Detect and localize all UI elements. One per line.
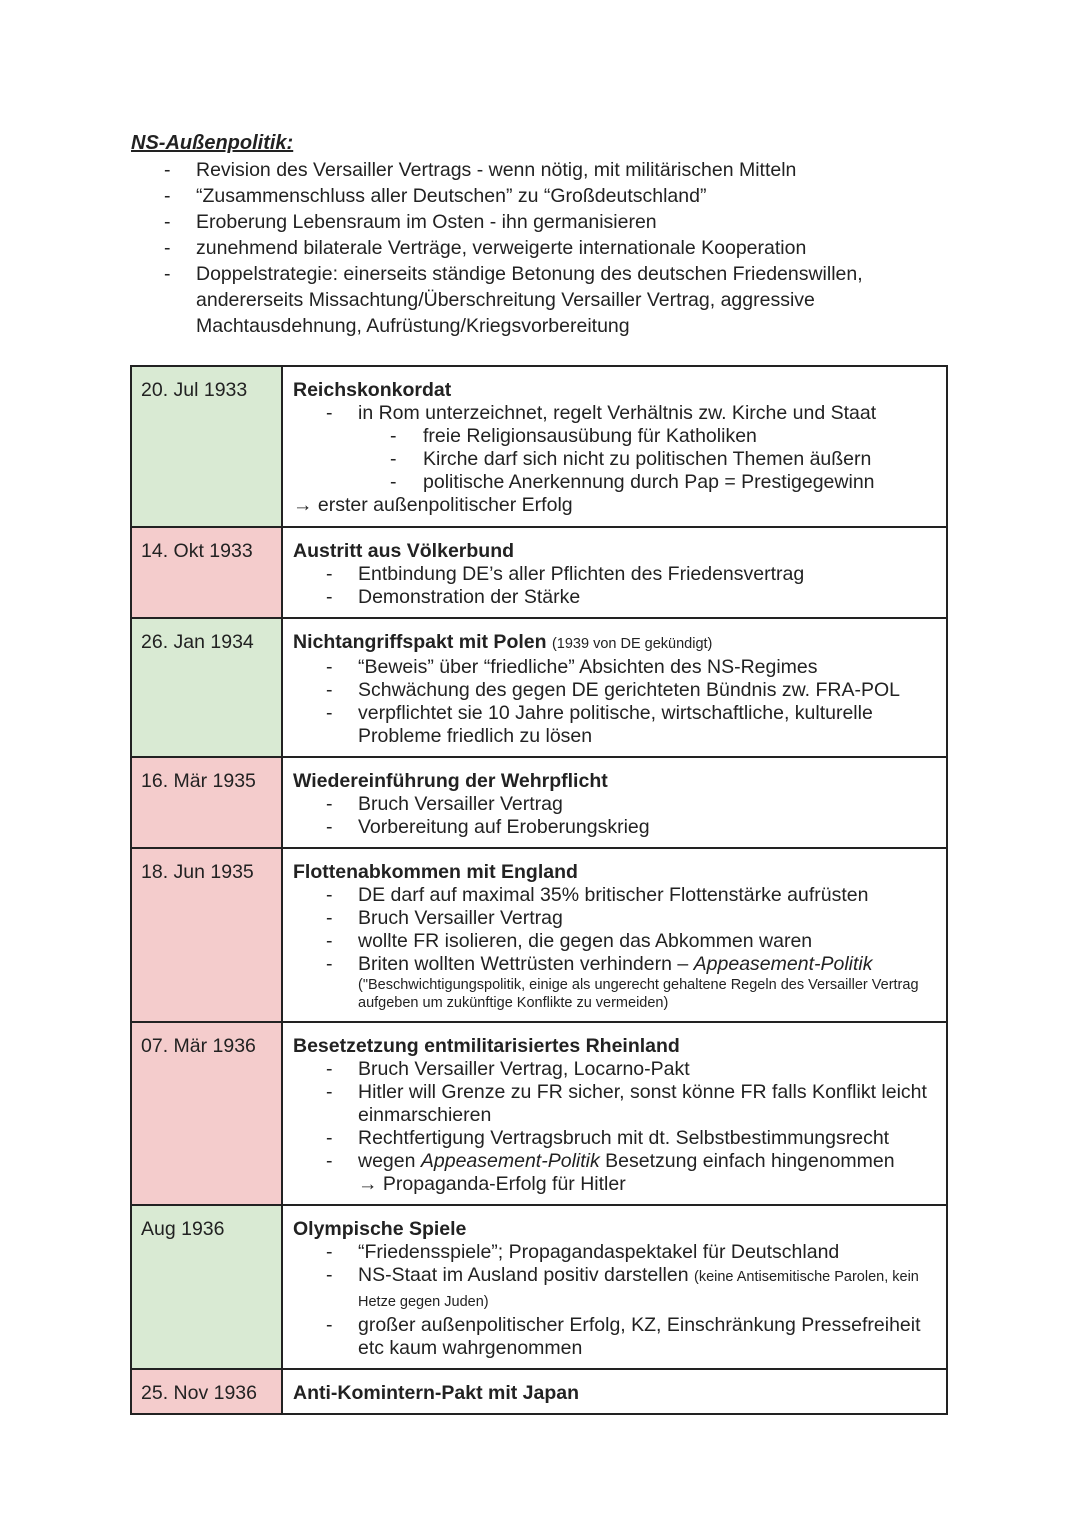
table-row: [131, 757, 947, 848]
event-point-text: Briten wollten Wettrüsten verhindern –: [358, 953, 689, 975]
table-row: [131, 527, 947, 618]
event-subpoint: - Kirche darf sich nicht zu politischen Themen äußern: [293, 448, 936, 471]
table-row: [131, 366, 947, 527]
event-point: [293, 953, 936, 1012]
event-points: [293, 793, 936, 839]
event-point: - “Friedensspiele”; Propagandaspektakel für Deutschland: [293, 1241, 936, 1264]
event-subpoint: - freie Religionsausübung für Katholiken: [293, 425, 936, 448]
event-point-text: NS-Staat im Ausland positiv darstellen: [358, 1264, 689, 1286]
table-row: [131, 1022, 947, 1205]
page-title: NS-Außenpolitik:: [131, 132, 294, 154]
event-title: Besetzetzung entmilitarisiertes Rheinland: [293, 1035, 680, 1057]
event-title: Anti-Komintern-Pakt mit Japan: [293, 1382, 580, 1404]
appeasement-term: Appeasement-Politik: [420, 1150, 600, 1172]
event-points: [293, 1241, 936, 1360]
event-point: - in Rom unterzeichnet, regelt Verhältnis zw. Kirche und Staat: [293, 402, 936, 425]
event-content: [282, 527, 947, 618]
event-point: - Entbindung DE’s aller Pflichten des Friedensvertrag: [293, 563, 936, 586]
intro-point: - zunehmend bilaterale Verträge, verweigerte internationale Kooperation: [131, 235, 951, 261]
event-point: - Bruch Versailler Vertrag: [293, 907, 936, 930]
event-point-suffix: Besetzung einfach hingenommen: [605, 1150, 895, 1172]
event-content: [282, 1022, 947, 1205]
event-subpoints: [293, 425, 936, 494]
event-date: 25. Nov 1936: [131, 1369, 282, 1414]
event-points: [293, 656, 936, 748]
event-points: [293, 884, 936, 1012]
event-title: Wiedereinführung der Wehrpflicht: [293, 770, 608, 792]
event-point: - großer außenpolitischer Erfolg, KZ, Einschränkung Pressefreiheit etc kaum wahrgenommen: [293, 1314, 936, 1360]
table-row: [131, 1369, 947, 1414]
event-point: - “Beweis” über “friedliche” Absichten des NS-Regimes: [293, 656, 936, 679]
event-point: - wollte FR isolieren, die gegen das Abkommen waren: [293, 930, 936, 953]
event-point-note: ("Beschwichtigungspolitik, einige als ungerecht gehaltene Regeln des Versailler Vertrag aufgeben um zukünftige Konflikte zu vermeiden): [358, 977, 919, 1011]
event-point-note: (keine Antisemitische Parolen, kein Hetze gegen Juden): [358, 1269, 919, 1310]
intro-point: - “Zusammenschluss aller Deutschen” zu “Großdeutschland”: [131, 183, 951, 209]
intro-point: - Eroberung Lebensraum im Osten - ihn germanisieren: [131, 209, 951, 235]
event-content: [282, 757, 947, 848]
event-note: (1939 von DE gekündigt): [551, 636, 713, 652]
event-content: [282, 1369, 947, 1414]
event-subpoint: - politische Anerkennung durch Pap = Prestigegewinn: [293, 471, 936, 494]
event-result: → erster außenpolitischer Erfolg: [293, 494, 573, 516]
event-content: [282, 848, 947, 1022]
event-point: - Demonstration der Stärke: [293, 586, 936, 609]
event-date: 18. Jun 1935: [131, 848, 282, 1022]
timeline-table: [130, 365, 948, 1415]
event-date: 26. Jan 1934: [131, 618, 282, 757]
event-point: - Rechtfertigung Vertragsbruch mit dt. Selbstbestimmungsrecht: [293, 1127, 936, 1150]
event-point: - Vorbereitung auf Eroberungskrieg: [293, 816, 936, 839]
event-points: [293, 402, 936, 425]
event-title-line: [293, 631, 936, 656]
event-title: Reichskonkordat: [293, 379, 452, 401]
event-point: - DE darf auf maximal 35% britischer Flottenstärke aufrüsten: [293, 884, 936, 907]
event-title: Olympische Spiele: [293, 1218, 467, 1240]
event-title: Flottenabkommen mit England: [293, 861, 578, 883]
event-date: Aug 1936: [131, 1205, 282, 1369]
event-points: [293, 1058, 936, 1173]
event-date: 07. Mär 1936: [131, 1022, 282, 1205]
event-date: 20. Jul 1933: [131, 366, 282, 527]
intro-point: - Revision des Versailler Vertrags - wenn nötig, mit militärischen Mitteln: [131, 157, 951, 183]
event-date: 16. Mär 1935: [131, 757, 282, 848]
intro-point: - Doppelstrategie: einerseits ständige Betonung des deutschen Friedenswillen, andererseits Missachtung/Überschreitung Versailler Vertrag, aggressive Machtausdehnung, Aufrüstung/Kriegsvorbereitung: [131, 261, 951, 339]
event-content: [282, 366, 947, 527]
event-point: [293, 1264, 936, 1314]
event-title: Nichtangriffspakt mit Polen: [293, 631, 547, 653]
event-content: [282, 618, 947, 757]
table-row: [131, 618, 947, 757]
event-date: 14. Okt 1933: [131, 527, 282, 618]
appeasement-term: Appeasement-Politik: [693, 953, 873, 975]
event-title: Austritt aus Völkerbund: [293, 540, 515, 562]
event-point: - Bruch Versailler Vertrag: [293, 793, 936, 816]
event-point: [293, 1150, 936, 1173]
event-points: [293, 563, 936, 609]
event-point: - verpflichtet sie 10 Jahre politische, wirtschaftliche, kulturelle Probleme friedlich zu lösen: [293, 702, 936, 748]
table-row: [131, 848, 947, 1022]
event-point-prefix: wegen: [358, 1150, 416, 1172]
event-content: [282, 1205, 947, 1369]
event-result: → Propaganda-Erfolg für Hitler: [358, 1173, 626, 1195]
event-point: - Bruch Versailler Vertrag, Locarno-Pakt: [293, 1058, 936, 1081]
intro-list: [131, 157, 951, 339]
event-point: - Hitler will Grenze zu FR sicher, sonst könne FR falls Konflikt leicht einmarschieren: [293, 1081, 936, 1127]
table-row: [131, 1205, 947, 1369]
event-point: - Schwächung des gegen DE gerichteten Bündnis zw. FRA-POL: [293, 679, 936, 702]
